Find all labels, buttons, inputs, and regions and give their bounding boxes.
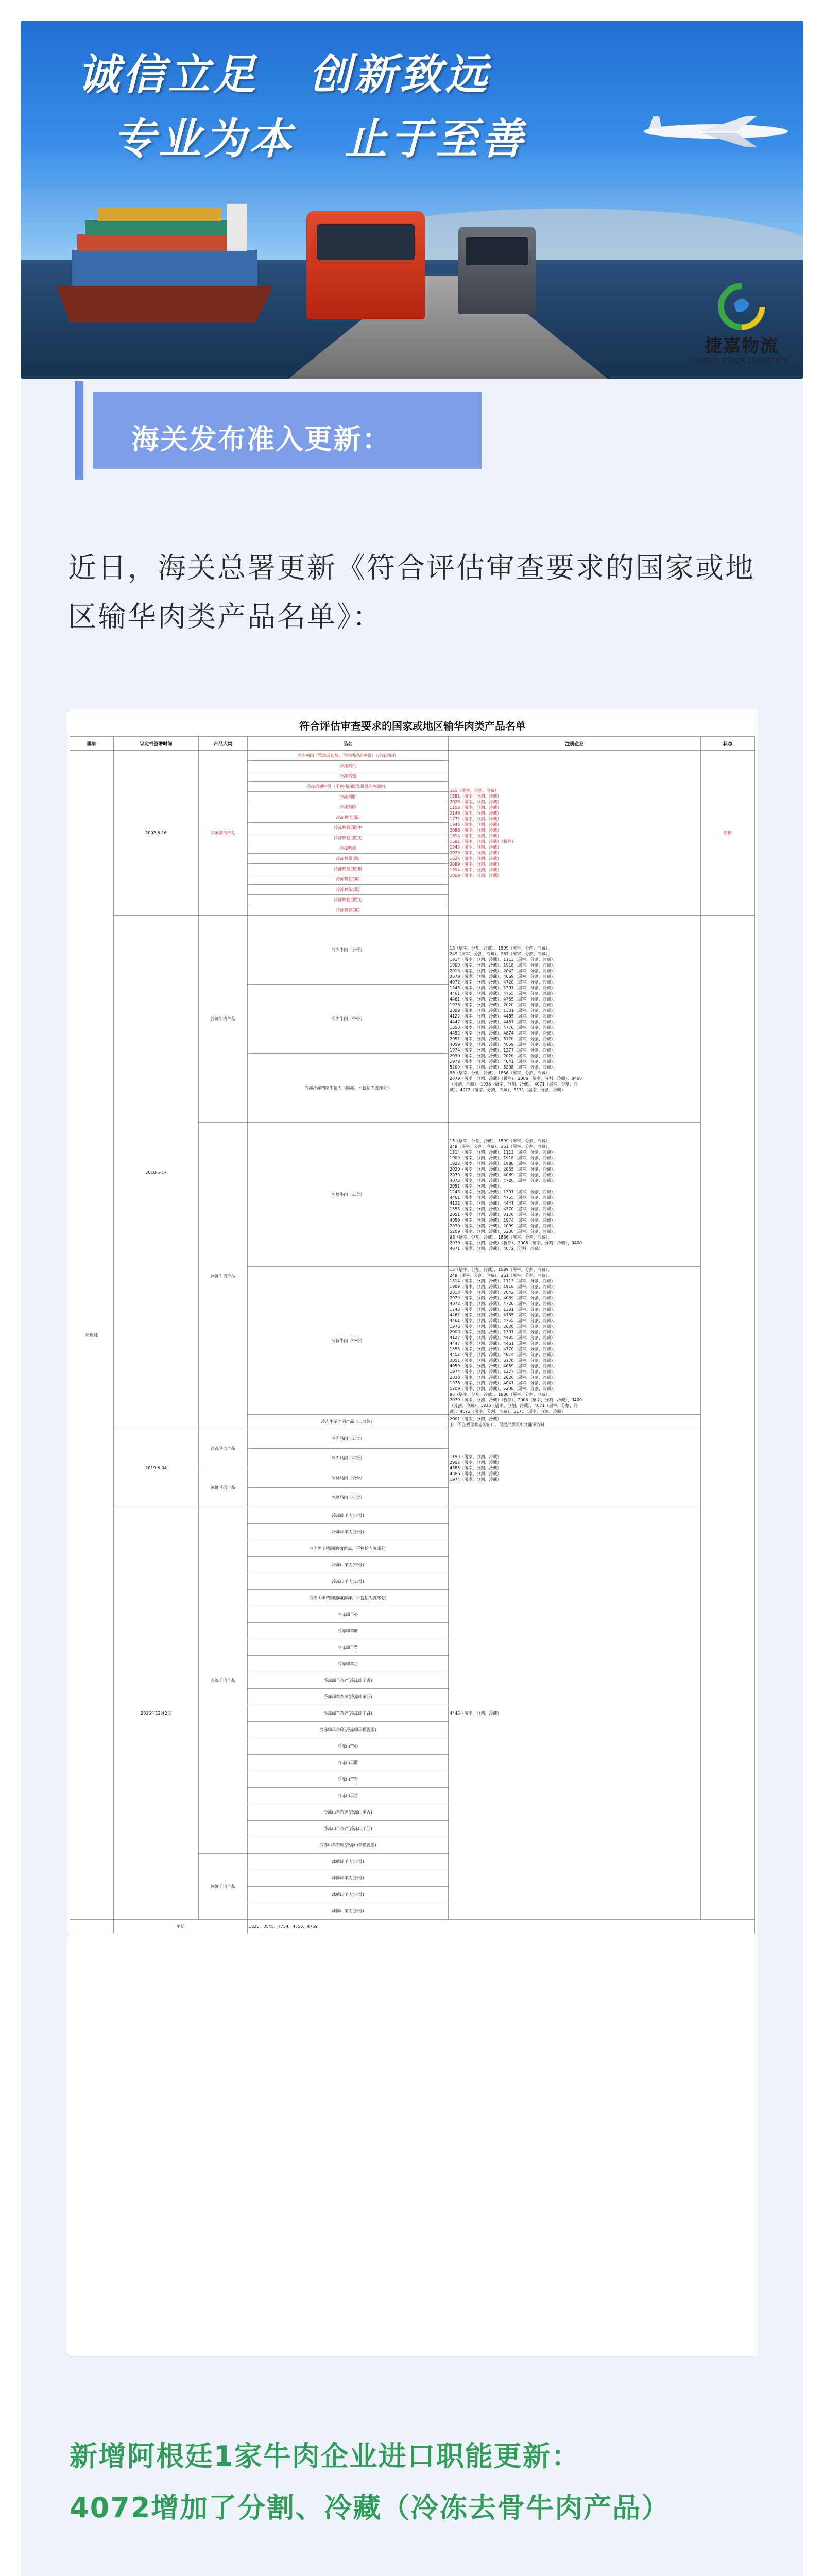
airplane-graphic (639, 113, 793, 149)
enterprise-entry: 1153（屠宰、分割、冷藏） (450, 805, 502, 810)
news-line2: 4072增加了分割、冷藏（冷冻去骨牛肉产品） (70, 2492, 671, 2524)
date-cell: 2018-5-17 (114, 916, 199, 1429)
enterprise-entry: 2079（屠宰、分割、冷藏）（暂停）、2006（屠宰、分割、冷藏）、3400 (450, 1240, 582, 1245)
cargo-ship-graphic (57, 204, 273, 322)
enterprise-entry: 藏）、4072（屠宰、分割、冷藏）、5171（屠宰、分割、冷藏） (450, 1409, 565, 1414)
category-cell: 冰鲜羊肉产品 (199, 1854, 248, 1920)
enterprise-entry: 4122（屠宰、分割、冷藏）、4447（屠宰、分割、冷藏）、 (450, 1200, 557, 1206)
product-cell: 冷冻鸡肝 (248, 792, 449, 802)
footer-blank (70, 1920, 114, 1934)
enterprise-entry: 2086（屠宰、分割、冷藏） (450, 827, 502, 833)
product-cell: 冷冻牛肉（去骨） (248, 916, 449, 985)
section-header-title: 海关发布准入更新： (131, 423, 391, 455)
table-row (70, 1507, 755, 1524)
enterprise-entry: 2051（屠宰、分割、冷藏）、3170（屠宰、分割、冷藏）、 (450, 1036, 557, 1041)
product-cell: 冷冻马肉（去骨） (248, 1429, 449, 1449)
product-list-table (70, 736, 755, 1934)
enterprise-entry: 4059（屠宰、分割、冷藏）、4059（屠宰、分割、冷藏）、 (450, 1042, 557, 1047)
product-cell: 冷冻鸡肉（整鸡或切块，不包括冷冻鸡脚）（冷冻鸡脚） (248, 751, 449, 761)
product-cell: 冷冻绵羊心 (248, 1606, 449, 1623)
enterprise-entry: 1976（屠宰、分割、冷藏）、2020（屠宰、分割、冷藏）、 (450, 1324, 557, 1329)
enterprise-entry: 2030（屠宰、分割、冷藏）、2020（屠宰、分割、冷藏）、 (450, 1053, 557, 1058)
enterprise-entry: 1978（屠宰、分割、冷藏）、4041（屠宰、分割、冷藏）、 (450, 1059, 557, 1064)
slogan-line1-left: 诚信立足 (77, 50, 259, 99)
enterprise-entry: 4461（屠宰、分割、冷藏）、4755（屠宰、分割、冷藏）、 (450, 991, 557, 996)
date-cell: 2002-6-16 (114, 751, 199, 916)
enterprise-entry: 1814（屠宰、分割、冷藏）、1113（屠宰、分割、冷藏）、 (450, 957, 557, 962)
enterprise-entry: 1243（屠宰、分割、冷藏）、1301（屠宰、分割、冷藏）、 (450, 1189, 557, 1194)
enterprise-entry: 2079（屠宰、分割、冷藏）（暂停）、2006（屠宰、分割、冷藏）、3400 (450, 1398, 582, 1402)
enterprise-entry: 1974（屠宰、分割、冷藏） (450, 1477, 502, 1482)
banner-logo-en: GOOD-QUICK LOGISTICS (695, 357, 788, 365)
product-cell: 冷冻绵羊杂碎(冷冻绵羊肝) (248, 1689, 449, 1705)
col-status: 状态 (701, 737, 755, 751)
enterprise-entry: 249（屠宰、分割、冷藏）、261（屠宰、分割、冷藏）、 (450, 1273, 552, 1278)
enterprise-entry: 2009（屠宰、分割、冷藏）、1301（屠宰、分割、冷藏）、 (450, 1330, 557, 1334)
product-cell: 冷冻山羊杂碎(冷冻山羊肝) (248, 1821, 449, 1837)
enterprise-entry: 1814（屠宰、分割、冷藏）、1113（屠宰、分割、冷藏）、 (450, 1149, 557, 1155)
enterprise-cell: 4445（屠宰、分割、冷藏） (449, 1507, 701, 1920)
product-cell: 冷冻鸡爪 (248, 761, 449, 771)
enterprise-entry: 2051（屠宰、分割、冷藏）、 (450, 1183, 504, 1189)
enterprise-entry: 4059（屠宰、分割、冷藏）、4059（屠宰、分割、冷藏）、 (450, 1364, 557, 1368)
enterprise-entry: 2051（屠宰、分割、冷藏）、3170（屠宰、分割、冷藏）、 (450, 1212, 557, 1217)
enterprise-entry: 4386（屠宰、分割、冷藏） (450, 1471, 502, 1476)
product-cell: 冷冻山羊肝 (248, 1755, 449, 1771)
enterprise-cell (449, 1415, 701, 1429)
enterprise-entry: 1814（屠宰、分割、冷藏）、1113（屠宰、分割、冷藏）、 (450, 1279, 557, 1283)
enterprise-entry: 249（屠宰、分割、冷藏）、261（屠宰、分割、冷藏）、 (450, 951, 552, 956)
product-cell: 冷冻鸭翅(翼)尖 (248, 895, 449, 905)
product-cell: 冷冻鸡翅 (248, 771, 449, 782)
product-cell: 冰鲜绵羊肉(带骨) (248, 1854, 449, 1870)
enterprise-entry: 1353（屠宰、分割、冷藏）、4770（屠宰、分割、冷藏）、 (450, 1025, 557, 1030)
product-cell: 冷冻绵羊肝 (248, 1623, 449, 1639)
product-cell: 冷冻鸭颈 (248, 843, 449, 854)
slogan-line1-right: 创新致远 (309, 50, 490, 99)
enterprise-entry: 2020（屠宰、分割、冷藏）、2035（屠宰、分割、冷藏）、 (450, 1166, 557, 1172)
enterprise-entry: 2089（屠宰、分割、冷藏） (450, 861, 502, 867)
product-cell: 冷冻山羊肉(去骨) (248, 1573, 449, 1590)
enterprise-entry: 13（屠宰、分割、冷藏）、1599（屠宰、分割、冷藏）、 (450, 1267, 552, 1272)
product-cell: 冷冻绵羊肉(去骨) (248, 1524, 449, 1540)
col-category: 产品大类 (199, 737, 248, 751)
enterprise-cell (449, 1267, 701, 1415)
enterprise-entry: 4461（屠宰、分割、冷藏）、4755（屠宰、分割、冷藏）、 (450, 1318, 557, 1323)
enterprise-entry: 4071（屠宰、分割、冷藏）、4072（分割、冷藏） (450, 1246, 543, 1251)
enterprise-entry: 2009（屠宰、分割、冷藏）、1301（屠宰、分割、冷藏）、 (450, 1008, 557, 1013)
enterprise-entry: 1974（屠宰、分割、冷藏）、1277（屠宰、分割、冷藏）、 (450, 1047, 557, 1053)
enterprise-entry: 4461（屠宰、分割、冷藏）、4755（屠宰、分割、冷藏）、 (450, 1195, 557, 1200)
enterprise-entry: 98（屠宰、分割、冷藏）、1836（屠宰、分割、冷藏）、 (450, 1234, 552, 1240)
product-cell: 冰鲜牛肉（带骨） (248, 1267, 449, 1415)
enterprise-entry: 4072（屠宰、分割、冷藏）、4720（屠宰、分割、冷藏）、 (450, 1178, 557, 1183)
enterprise-entry: 2013（屠宰、分割、冷藏）、2042（屠宰、分割、冷藏）、 (450, 968, 557, 973)
enterprise-entry: 2079（屠宰、分割、冷藏）、4069（屠宰、分割、冷藏）、 (450, 1296, 557, 1300)
category-cell: 冰鲜马肉产品 (199, 1468, 248, 1507)
enterprise-entry: 4385（屠宰、分割、冷藏） (450, 1466, 502, 1470)
table-row (70, 1429, 755, 1449)
product-cell: 冷冻绵羊肾 (248, 1639, 449, 1656)
enterprise-entry: 5209（屠宰、分割、冷藏）、5208（屠宰、分割、冷藏）、 (450, 1386, 557, 1391)
enterprise-entry: 249（屠宰、分割、冷藏）、261（屠宰、分割、冷藏）、 (450, 1144, 552, 1149)
enterprise-entry: 1581（屠宰、分割、冷藏） (450, 793, 502, 799)
enterprise-entry: 1243（屠宰、分割、冷藏）、1301（屠宰、分割、冷藏）、 (450, 985, 557, 990)
product-cell: 冷冻鸡翅中段（不包括内脏及带骨冻鸡腿肉） (248, 782, 449, 792)
product-cell: 冷冻鸭肫(翼) (248, 874, 449, 885)
enterprise-entry: 2079（屠宰、分割、冷藏）、4069（屠宰、分割、冷藏）、 (450, 1172, 557, 1177)
product-cell: 冷冻鸡胗 (248, 802, 449, 812)
status-cell (701, 916, 755, 1920)
enterprise-entry: 2001（屠宰、分割、冷藏） (450, 1416, 502, 1421)
enterprise-entry: 361（屠宰、分割、冷藏） (450, 788, 499, 793)
slogan-line2-right: 止于至善 (345, 114, 526, 164)
enterprise-cell (449, 1123, 701, 1267)
product-cell: 冰鲜山羊肉(带骨) (248, 1887, 449, 1903)
enterprise-entry: 1814（屠宰、分割、冷藏） (450, 833, 502, 838)
enterprise-entry: 2030（屠宰、分割、冷藏）、2020（屠宰、分割、冷藏）、 (450, 1375, 557, 1380)
enterprise-entry: 4122（屠宰、分割、冷藏）、4485（屠宰、分割、冷藏）、 (450, 1335, 557, 1340)
status-cell: 暂停 (701, 751, 755, 916)
date-cell: 2016年12月2日 (114, 1507, 199, 1920)
product-cell: 冷冻绵羊舌 (248, 1656, 449, 1672)
product-cell: 冷冻山羊心 (248, 1738, 449, 1755)
table-footer-row (70, 1920, 755, 1934)
product-cell: 冷冻绵羊杂碎(冷冻绵羊肾) (248, 1705, 449, 1722)
footer-left-cell: 小结 (114, 1920, 248, 1934)
enterprise-entry: 2148（屠宰、分割、冷藏） (450, 810, 502, 816)
category-cell: 冰鲜牛肉产品 (199, 1123, 248, 1429)
table-row (70, 751, 755, 761)
enterprise-entry: 1909（屠宰、分割、冷藏）、1918（屠宰、分割、冷藏）、 (450, 1155, 557, 1160)
banner-image (21, 21, 803, 379)
product-cell: 冷冻鸭翅(翼)根 (248, 864, 449, 874)
enterprise-entry: 2079（屠宰、分割、冷藏）、4069（屠宰、分割、冷藏）、 (450, 974, 557, 979)
enterprise-entry: 4461（屠宰、分割、冷藏）、4755（屠宰、分割、冷藏）、 (450, 996, 557, 1002)
product-cell: 冷冻山羊肉(带骨) (248, 1557, 449, 1573)
product-cell: 冰鲜马肉（带骨） (248, 1488, 449, 1507)
product-cell: 冷冻鸭翅(翼)中 (248, 823, 449, 833)
product-cell: 冷冻绵羊精制腿肉(鲜冻，不包括内脏部分) (248, 1540, 449, 1557)
red-truck-graphic (306, 211, 425, 319)
product-cell: 冰鲜山羊肉(去骨) (248, 1903, 449, 1920)
product-cell: 冷冻鸭翅(翼)尖 (248, 833, 449, 843)
enterprise-entry: 1193（屠宰、分割、冷藏） (450, 1454, 502, 1459)
enterprise-entry: 2902（屠宰、分割、冷藏） (450, 1460, 502, 1465)
document-title: 符合评估审查要求的国家或地区输华肉类产品名单 (299, 720, 526, 732)
enterprise-entry: 1624（屠宰、分割、冷藏） (450, 856, 502, 861)
enterprise-entry: 1943（屠宰、分割、冷藏） (450, 822, 502, 827)
enterprise-entry: 藏）、4072（屠宰、分割、冷藏）、5171（屠宰、分割、冷藏） (450, 1087, 565, 1092)
product-cell: 冷冻冷冻精制牛腿肉（鲜冻，不包括内脏部分） (248, 1054, 449, 1123)
product-cell: 冷冻绵羊肉(带骨) (248, 1507, 449, 1524)
enterprise-entry: 4122（屠宰、分割、冷藏）、4485（屠宰、分割、冷藏）、 (450, 1013, 557, 1019)
date-cell: 2019-6-04 (114, 1429, 199, 1507)
enterprise-cell (449, 751, 701, 916)
col-enterprise: 注册企业 (449, 737, 701, 751)
product-cell: 冷冻山羊肾 (248, 1771, 449, 1788)
enterprise-entry: 1976（屠宰、分割、冷藏）、2020（屠宰、分割、冷藏）、 (450, 1002, 557, 1007)
product-cell: 冷冻鸭掌(蹼) (248, 854, 449, 864)
content-panel (21, 379, 803, 2576)
product-list-document (67, 711, 758, 2355)
enterprise-entry: 1353（屠宰、分割、冷藏）、4770（屠宰、分割、冷藏）、 (450, 1347, 557, 1351)
intro-paragraph: 近日，海关总署更新《符合评估审查要求的国家或地区输华肉类产品名单》： (68, 551, 756, 633)
category-cell: 冷冻马肉产品 (199, 1429, 248, 1468)
product-cell: 冷冻马肉（带骨） (248, 1449, 449, 1468)
enterprise-entry: 4059（屠宰、分割、冷藏）、1974（屠宰、分割、冷藏）、 (450, 1217, 557, 1223)
category-cell: 冷冻禽肉产品 (199, 751, 248, 916)
enterprise-entry: 4452（屠宰、分割、冷藏）、4874（屠宰、分割、冷藏）、 (450, 1030, 557, 1036)
product-cell: 冷冻绵羊杂碎(冷冻绵羊舌) (248, 1672, 449, 1689)
table-row (70, 916, 755, 985)
enterprise-entry: 1843（屠宰、分割、冷藏） (450, 844, 502, 850)
enterprise-entry: 2051（屠宰、分割、冷藏）、3170（屠宰、分割、冷藏）、 (450, 1358, 557, 1363)
product-cell: 冰鲜绵羊肉(去骨) (248, 1870, 449, 1887)
enterprise-entry: 1909（屠宰、分割、冷藏）、1918（屠宰、分割、冷藏）、 (450, 1284, 557, 1289)
enterprise-entry: 2009（屠宰、分割、冷藏） (450, 873, 502, 878)
grey-truck-graphic (458, 227, 536, 314)
product-cell: 冷冻鸭脖(翼) (248, 905, 449, 916)
enterprise-entry: 1814（屠宰、分割、冷藏） (450, 867, 502, 872)
enterprise-entry: 13（屠宰、分割、冷藏）、1599（屠宰、分割、冷藏）、 (450, 1138, 552, 1143)
product-cell: 冷冻山羊杂碎(冷冻山羊横膈膜) (248, 1837, 449, 1854)
enterprise-entry: 1922（屠宰、分割、冷藏）、1988（屠宰、分割、冷藏）、 (450, 1161, 557, 1166)
banner-logo-cn: 捷嘉物流 (705, 336, 779, 357)
enterprise-entry: 2079（屠宰、分割、冷藏） (450, 850, 502, 855)
product-cell: 冷冻鸭肉(翼) (248, 812, 449, 823)
enterprise-entry: 4447（屠宰、分割、冷藏）、4461（屠宰、分割、冷藏）、 (450, 1019, 557, 1024)
enterprise-entry: 1909（屠宰、分割、冷藏）、1918（屠宰、分割、冷藏）、 (450, 962, 557, 968)
category-cell: 冷冻牛肉产品 (199, 916, 248, 1123)
enterprise-entry: 1581（屠宰、分割、冷藏）（暂停） (450, 839, 516, 844)
enterprise-entry: 5209（屠宰、分割、冷藏）、5208（屠宰、分割、冷藏）、 (450, 1064, 557, 1070)
enterprise-entry: 1243（屠宰、分割、冷藏）、1301（屠宰、分割、冷藏）、 (450, 1307, 557, 1312)
product-cell: 冷冻绵羊杂碎(冷冻绵羊横膈膜) (248, 1722, 449, 1738)
enterprise-entry: 4461（屠宰、分割、冷藏）、4755（屠宰、分割、冷藏）、 (450, 1313, 557, 1317)
product-cell: 冷冻山羊杂碎(冷冻山羊舌) (248, 1804, 449, 1821)
enterprise-entry: 4072（屠宰、分割、冷藏）、4720（屠宰、分割、冷藏）、 (450, 1301, 557, 1306)
enterprise-entry: （分割、冷藏）、1936（屠宰、分割、冷藏）、4071（屠宰、分割、冷 (450, 1081, 578, 1087)
enterprise-entry: 5209（屠宰、分割、冷藏）、5208（屠宰、分割、冷藏）、 (450, 1229, 557, 1234)
col-product: 品名 (248, 737, 449, 751)
enterprise-entry: 4447（屠宰、分割、冷藏）、4461（屠宰、分割、冷藏）、 (450, 1341, 557, 1346)
enterprise-entry: 4072（屠宰、分割、冷藏）、4720（屠宰、分割、冷藏）、 (450, 979, 557, 985)
enterprise-entry: 2030（屠宰、分割、冷藏）、2009（屠宰、分割、冷藏）、 (450, 1223, 557, 1228)
enterprise-entry: 上1-不在暂停状态的出口，可提供相关中文翻译资料 (450, 1422, 544, 1427)
enterprise-entry: 2013（屠宰、分割、冷藏）、2042（屠宰、分割、冷藏）、 (450, 1290, 557, 1295)
country-cell: 阿根廷 (70, 751, 114, 1920)
enterprise-entry: （分割、冷藏）、1936（屠宰、分割、冷藏）、4071（屠宰、分割、冷 (450, 1403, 578, 1408)
banner-logo (693, 283, 791, 371)
product-cell: 冷冻鸭架(翼) (248, 885, 449, 895)
product-cell: 冰鲜牛肉（去骨） (248, 1123, 449, 1267)
product-cell: 冰鲜马肉（去骨） (248, 1468, 449, 1488)
product-cell: 冷冻牛肉（带骨） (248, 985, 449, 1054)
category-cell: 冷冻羊肉产品 (199, 1507, 248, 1854)
enterprise-entry: 98（屠宰、分割、冷藏）、1836（屠宰、分割、冷藏）、 (450, 1070, 552, 1075)
product-cell: 冷冻牛杂碎副产品（二分体） (248, 1415, 449, 1429)
enterprise-entry: 13（屠宰、分割、冷藏）、1599（屠宰、分割、冷藏）、 (450, 945, 552, 951)
logo-mark-icon (718, 283, 765, 330)
enterprise-entry: 98（屠宰、分割、冷藏）、1836（屠宰、分割、冷藏）、 (450, 1392, 552, 1397)
enterprise-cell (449, 1429, 701, 1507)
enterprise-entry: 2079（屠宰、分割、冷藏）（暂停）、2006（屠宰、分割、冷藏）、3400 (450, 1076, 582, 1081)
col-country: 国家 (70, 737, 114, 751)
enterprise-entry: 1353（屠宰、分割、冷藏）、4770（屠宰、分割、冷藏）、 (450, 1206, 557, 1211)
news-line1: 新增阿根廷1家牛肉企业进口职能更新： (70, 2440, 580, 2472)
enterprise-entry: 4452（屠宰、分割、冷藏）、4874（屠宰、分割、冷藏）、 (450, 1352, 557, 1357)
col-date: 议定书签署时间 (114, 737, 199, 751)
enterprise-cell (449, 916, 701, 1123)
slogan-line2-left: 专业为本 (113, 114, 295, 164)
enterprise-entry: 1974（屠宰、分割、冷藏）、1277（屠宰、分割、冷藏）、 (450, 1369, 557, 1374)
product-cell: 冷冻山羊舌 (248, 1788, 449, 1804)
footer-right-cell: 1326、3545、4754、4755、4759 (248, 1920, 755, 1934)
enterprise-entry: 1978（屠宰、分割、冷藏）、4041（屠宰、分割、冷藏）、 (450, 1381, 557, 1385)
enterprise-entry: 2029（屠宰、分割、冷藏） (450, 799, 502, 804)
enterprise-entry: 1771（屠宰、分割、冷藏） (450, 816, 502, 821)
product-cell: 冷冻山羊精制腿肉(鲜冻，不包括内脏部分) (248, 1590, 449, 1606)
header-accent-bar (75, 381, 83, 480)
